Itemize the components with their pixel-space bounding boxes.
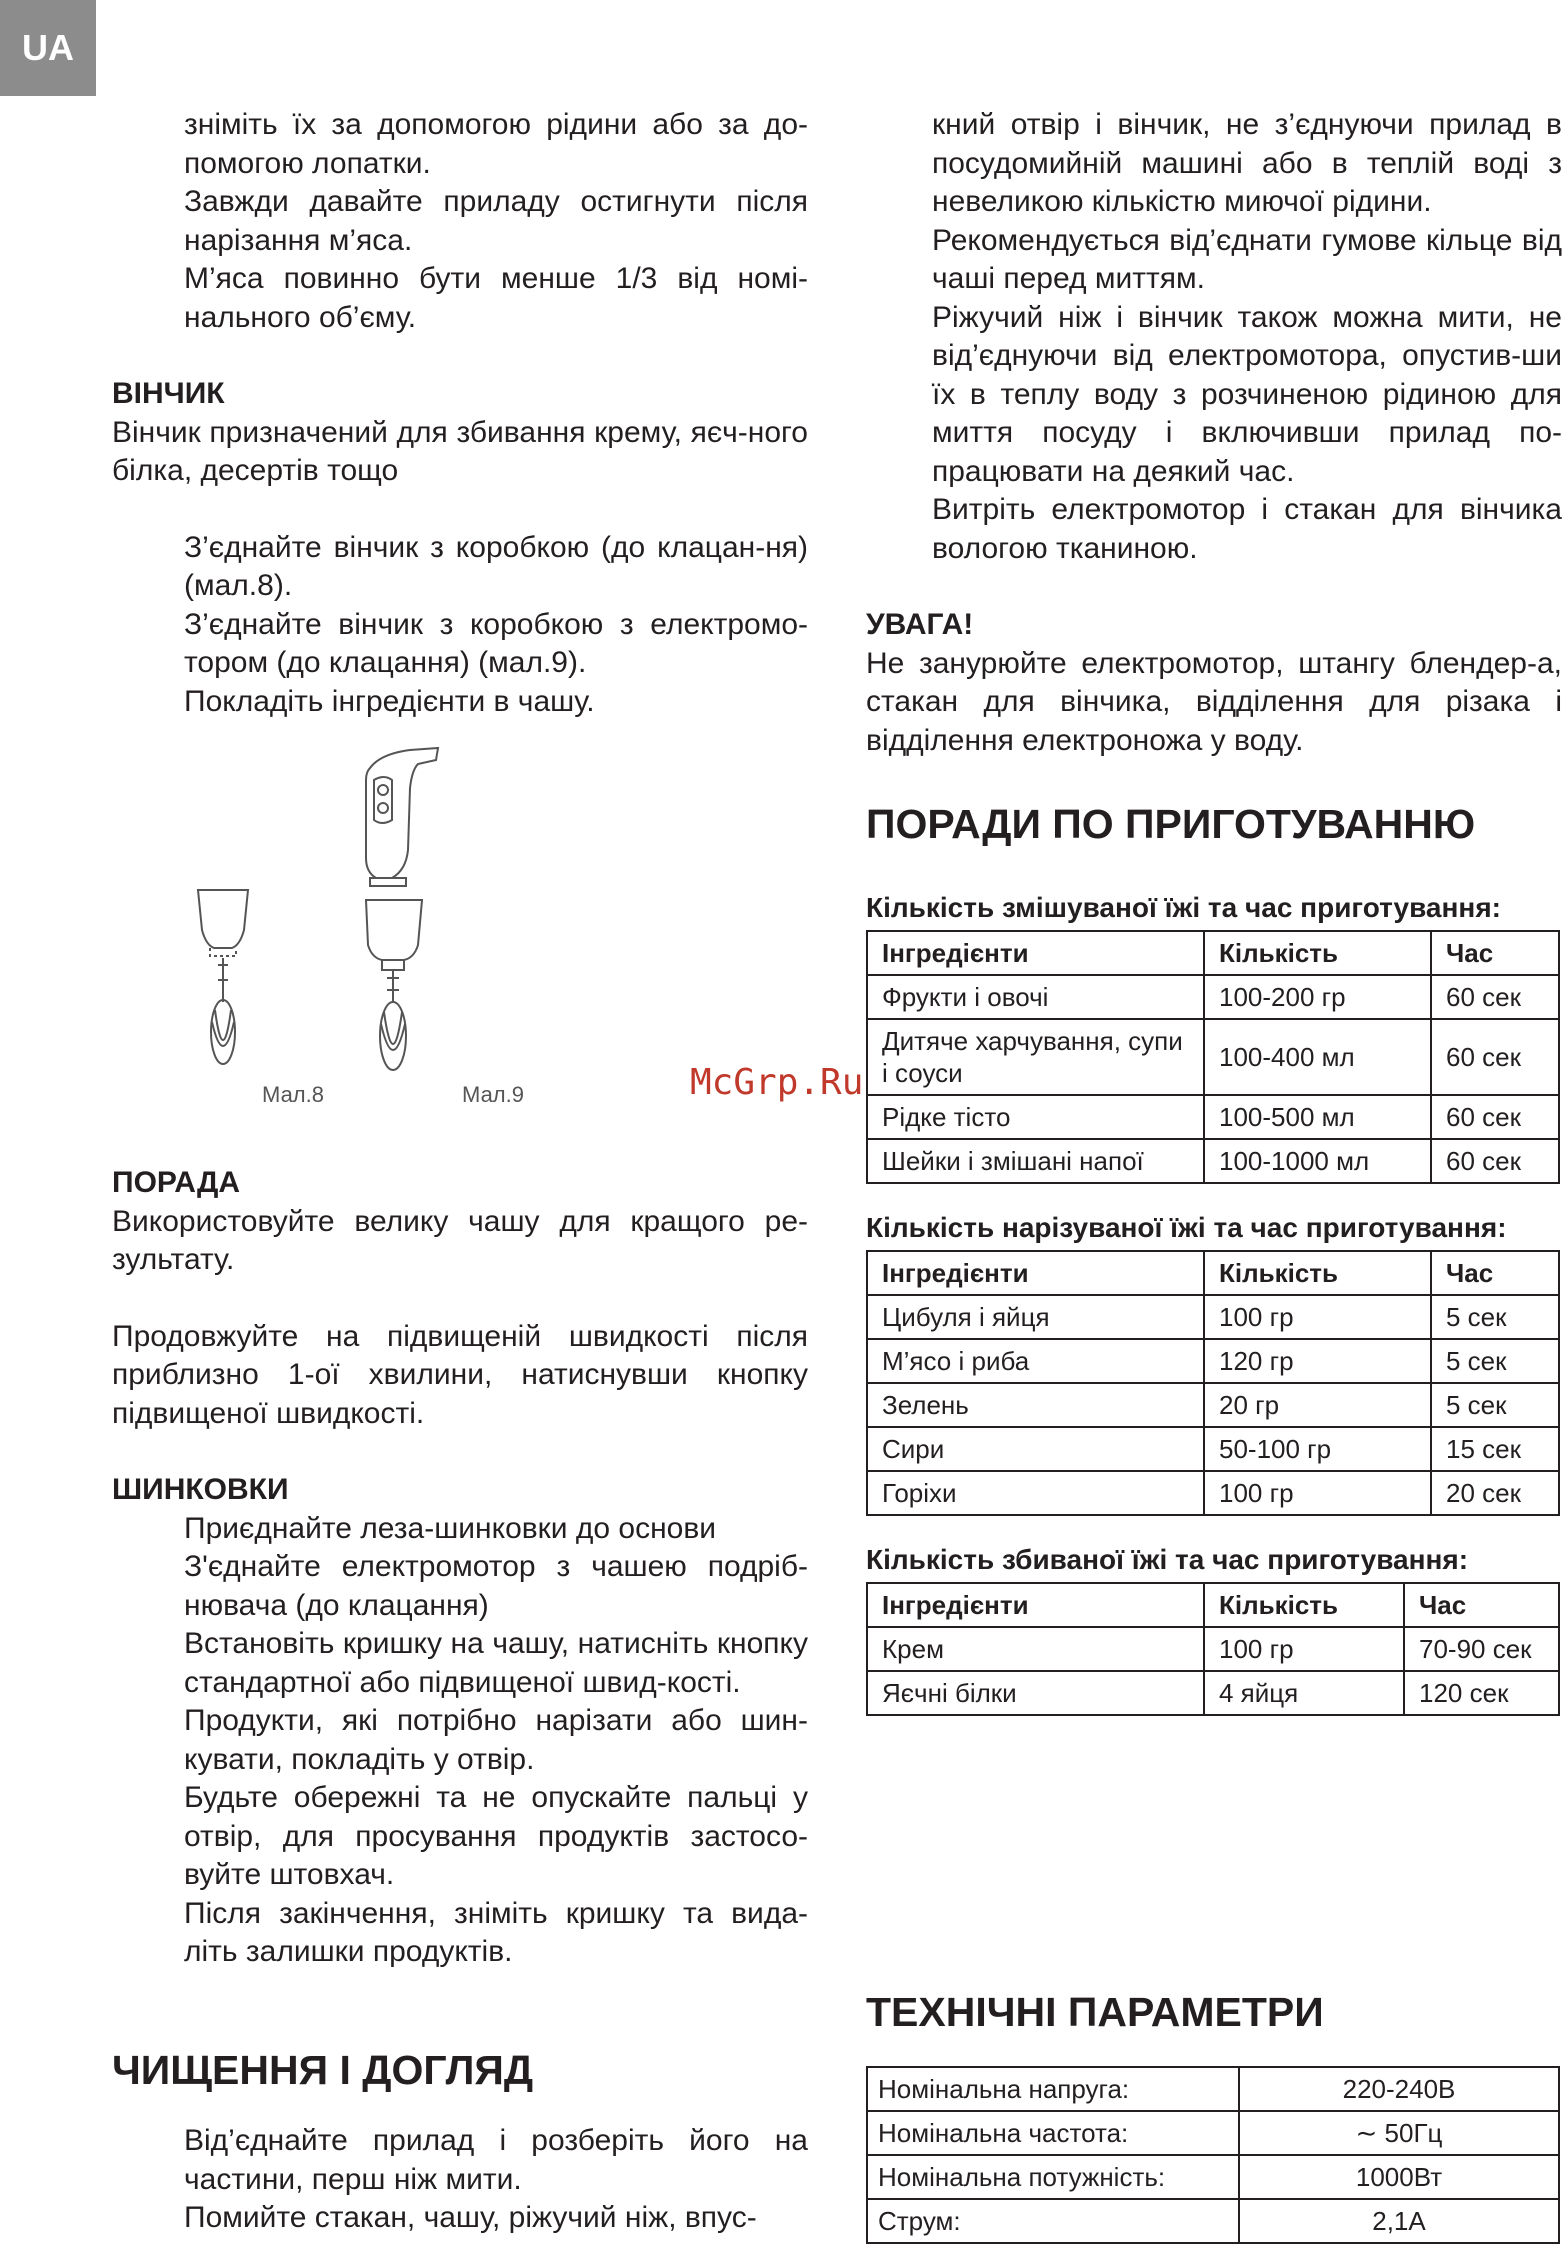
table-row (867, 1383, 1559, 1427)
table-cell: Яєчні білки (867, 1671, 1204, 1715)
table-row (867, 2111, 1559, 2155)
paragraph: Рекомендується від’єднати гумове кільце від чаші перед миттям. (932, 223, 1562, 295)
header-cell: Час (1431, 1251, 1559, 1295)
paragraph: Ріжучий ніж і вінчик також можна мити, не від’єднуючи від електромотора, опустив-ши їх в теплу воду з розчиненою рідиною для миття посуду і включивши прилад по-працювати на деякий час. (932, 300, 1562, 488)
section-heading-cleaning: ЧИЩЕННЯ І ДОГЛЯД (112, 2047, 534, 2093)
right-column (866, 106, 1562, 760)
table-cell: 50-100 гр (1204, 1427, 1431, 1471)
table-caption-mixing: Кількість змішуваної їжі та час приготування: (866, 892, 1501, 923)
watermark-text: McGrp.Ru (690, 1062, 864, 1103)
table-cell: 100 гр (1204, 1627, 1404, 1671)
table-cell: 60 сек (1431, 975, 1559, 1019)
table-cell: 20 гр (1204, 1383, 1431, 1427)
table-cell: 100-200 гр (1204, 975, 1431, 1019)
table-cell: 100-1000 мл (1204, 1139, 1431, 1183)
table-row (867, 1295, 1559, 1339)
left-column-cleaning (112, 2046, 808, 2238)
header-cell: Час (1404, 1583, 1559, 1627)
table-header-row (867, 931, 1559, 975)
table-row (867, 1139, 1559, 1183)
param-value: 220-240В (1239, 2067, 1559, 2111)
figure-caption-9: Мал.9 (462, 1082, 524, 1107)
language-tab: UA (0, 0, 96, 96)
table-cell: 5 сек (1431, 1339, 1559, 1383)
paragraph: Помийте стакан, чашу, ріжучий ніж, впус- (184, 2201, 757, 2234)
header-cell: Інгредієнти (867, 931, 1204, 975)
table-cell: Фрукти і овочі (867, 975, 1204, 1019)
section-heading-cooking-tips: ПОРАДИ ПО ПРИГОТУВАННЮ (866, 801, 1476, 847)
header-cell: Інгредієнти (867, 1583, 1204, 1627)
table-cell: М’ясо і риба (867, 1339, 1204, 1383)
section-heading-tech-params: ТЕХНІЧНІ ПАРАМЕТРИ (866, 1989, 1324, 2035)
paragraph: З’єднайте вінчик з коробкою з електромо-тором (до клацання) (мал.9). (184, 607, 808, 679)
table-row (867, 2199, 1559, 2243)
table-whipping (866, 1582, 1560, 1716)
left-column-lower (112, 1164, 808, 1972)
param-label: Номінальна потужність: (867, 2155, 1239, 2199)
table-cell: 100-500 мл (1204, 1095, 1431, 1139)
param-label: Номінальна частота: (867, 2111, 1239, 2155)
table-cell: 5 сек (1431, 1383, 1559, 1427)
section-heading-warning: УВАГА! (866, 608, 974, 641)
table-row (867, 975, 1559, 1019)
table-row (867, 2067, 1559, 2111)
table-row (867, 1471, 1559, 1515)
table-cell: 100 гр (1204, 1295, 1431, 1339)
table-cell: Сири (867, 1427, 1204, 1471)
whisk-figure (170, 740, 570, 1120)
table-row (867, 1427, 1559, 1471)
table-cell: 60 сек (1431, 1139, 1559, 1183)
table-cell: 20 сек (1431, 1471, 1559, 1515)
table-header-row (867, 1251, 1559, 1295)
table-cell: 120 гр (1204, 1339, 1431, 1383)
table-cell: 70-90 сек (1404, 1627, 1559, 1671)
paragraph: Використовуйте велику чашу для кращого ре-зультату. (112, 1204, 808, 1276)
table-header-row (867, 1583, 1559, 1627)
param-label: Номінальна напруга: (867, 2067, 1239, 2111)
table-caption-whipping: Кількість збиваної їжі та час приготування: (866, 1544, 1469, 1575)
table-row (867, 1671, 1559, 1715)
header-cell: Час (1431, 931, 1559, 975)
paragraph: Продовжуйте на підвищеній швидкості після приблизно 1-ої хвилини, натиснувши кнопку підвищеної швидкості. (112, 1319, 808, 1430)
table-cell: Зелень (867, 1383, 1204, 1427)
section-heading-whisk: ВІНЧИК (112, 377, 225, 410)
paragraph: З’єднайте вінчик з коробкою (до клацан-ня) (мал.8). (184, 530, 808, 602)
table-cell: 120 сек (1404, 1671, 1559, 1715)
table-row (867, 1627, 1559, 1671)
table-row (867, 1339, 1559, 1383)
paragraph: Продукти, які потрібно нарізати або шин-кувати, покладіть у отвір. (184, 1704, 808, 1776)
table-cell: Крем (867, 1627, 1204, 1671)
table-row (867, 1019, 1559, 1095)
table-cell: 60 сек (1431, 1019, 1559, 1095)
table-cell: Цибуля і яйця (867, 1295, 1204, 1339)
figure-caption-8: Мал.8 (262, 1082, 324, 1107)
table-cell: 60 сек (1431, 1095, 1559, 1139)
table-tech-params (866, 2066, 1560, 2244)
paragraph: Не занурюйте електромотор, штангу блендер-а, стакан для вінчика, відділення для різака і відділення електроножа у воду. (866, 646, 1562, 757)
paragraph: зніміть їх за допомогою рідини або за до-помогою лопатки. (184, 108, 808, 180)
table-cell: Дитяче харчування, супи і соуси (867, 1019, 1204, 1095)
param-value: ∼ 50Гц (1239, 2111, 1559, 2155)
paragraph: З'єднайте електромотор з чашею подріб-нювача (до клацання) (184, 1550, 808, 1622)
paragraph: Вінчик призначений для збивання крему, яєч-ного білка, десертів тощо (112, 415, 808, 487)
table-caption-chopping: Кількість нарізуваної їжі та час приготування: (866, 1212, 1507, 1243)
paragraph: М’яса повинно бути менше 1/3 від номі-нального об’єму. (184, 262, 808, 334)
left-column (112, 106, 808, 721)
whisk-assembly-illustration (170, 740, 570, 1120)
paragraph: Завжди давайте приладу остигнути після нарізання м’яса. (184, 185, 808, 257)
section-heading-chopper: ШИНКОВКИ (112, 1473, 289, 1506)
table-cell: Горіхи (867, 1471, 1204, 1515)
table-mixing (866, 930, 1560, 1184)
paragraph: Встановіть кришку на чашу, натисніть кнопку стандартної або підвищеної швид-кості. (184, 1627, 808, 1699)
table-cell: Шейки і змішані напої (867, 1139, 1204, 1183)
table-cell: 15 сек (1431, 1427, 1559, 1471)
header-cell: Інгредієнти (867, 1251, 1204, 1295)
section-heading-tip: ПОРАДА (112, 1166, 241, 1199)
paragraph: Покладіть інгредієнти в чашу. (184, 684, 595, 718)
paragraph: Будьте обережні та не опускайте пальці у отвір, для просування продуктів застосо-вуйте штовхач. (184, 1781, 808, 1891)
table-cell: 100-400 мл (1204, 1019, 1431, 1095)
header-cell: Кількість (1204, 931, 1431, 975)
table-cell: 100 гр (1204, 1471, 1431, 1515)
param-value: 2,1А (1239, 2199, 1559, 2243)
paragraph: Після закінчення, зніміть кришку та вида-літь залишки продуктів. (184, 1896, 808, 1968)
table-row (867, 1095, 1559, 1139)
table-row (867, 2155, 1559, 2199)
param-label: Струм: (867, 2199, 1239, 2243)
table-cell: 4 яйця (1204, 1671, 1404, 1715)
paragraph: Від’єднайте прилад і розберіть його на частини, перш ніж мити. (184, 2124, 808, 2196)
table-chopping (866, 1250, 1560, 1516)
table-cell: 5 сек (1431, 1295, 1559, 1339)
cooking-tips-section (866, 800, 1562, 1716)
header-cell: Кількість (1204, 1251, 1431, 1295)
param-value: 1000Вт (1239, 2155, 1559, 2199)
paragraph: Витріть електромотор і стакан для вінчика вологою тканиною. (932, 493, 1562, 565)
header-cell: Кількість (1204, 1583, 1404, 1627)
table-cell: Рідке тісто (867, 1095, 1204, 1139)
tech-params-section (866, 1988, 1562, 2244)
paragraph: Приєднайте леза-шинковки до основи (184, 1511, 717, 1545)
paragraph: кний отвір і вінчик, не з’єднуючи прилад в посудомийній машині або в теплій воді з невеликою кількістю миючої рідини. (932, 108, 1562, 218)
